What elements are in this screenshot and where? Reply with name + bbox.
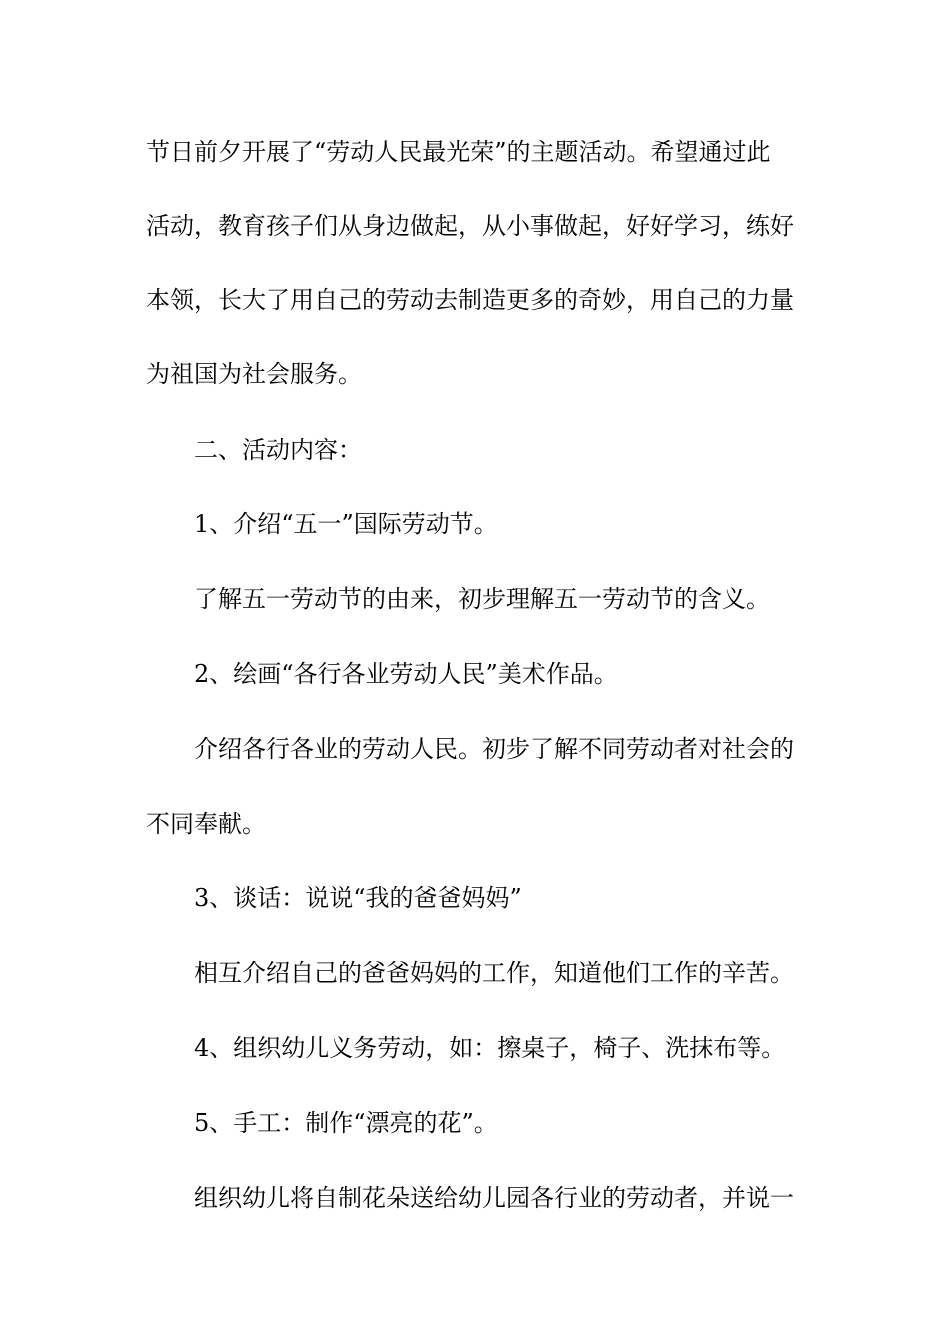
list-item: 3、谈话：说说“我的爸爸妈妈” xyxy=(194,884,522,912)
section-heading: 二、活动内容： xyxy=(194,436,362,464)
list-item: 1、介绍“五一”国际劳动节。 xyxy=(194,510,498,538)
paragraph-line: 介绍各行各业的劳动人民。初步了解不同劳动者对社会的 xyxy=(194,735,794,763)
paragraph-line: 活动，教育孩子们从身边做起，从小事做起，好好学习，练好 xyxy=(146,212,794,240)
list-item: 2、绘画“各行各业劳动人民”美术作品。 xyxy=(194,660,618,688)
paragraph-line: 了解五一劳动节的由来，初步理解五一劳动节的含义。 xyxy=(194,585,770,613)
paragraph-line: 不同奉献。 xyxy=(146,810,266,838)
list-item: 5、手工：制作“漂亮的花”。 xyxy=(194,1109,498,1137)
paragraph-line: 相互介绍自己的爸爸妈妈的工作，知道他们工作的辛苦。 xyxy=(194,959,794,987)
paragraph-line: 本领，长大了用自己的劳动去制造更多的奇妙，用自己的力量 xyxy=(146,286,794,314)
list-item: 4、组织幼儿义务劳动，如：擦桌子，椅子、洗抹布等。 xyxy=(194,1034,786,1062)
paragraph-line: 组织幼儿将自制花朵送给幼儿园各行业的劳动者，并说一 xyxy=(194,1184,794,1212)
paragraph-line: 节日前夕开展了“劳动人民最光荣”的主题活动。希望通过此 xyxy=(146,138,771,166)
paragraph-line: 为祖国为社会服务。 xyxy=(146,360,362,388)
